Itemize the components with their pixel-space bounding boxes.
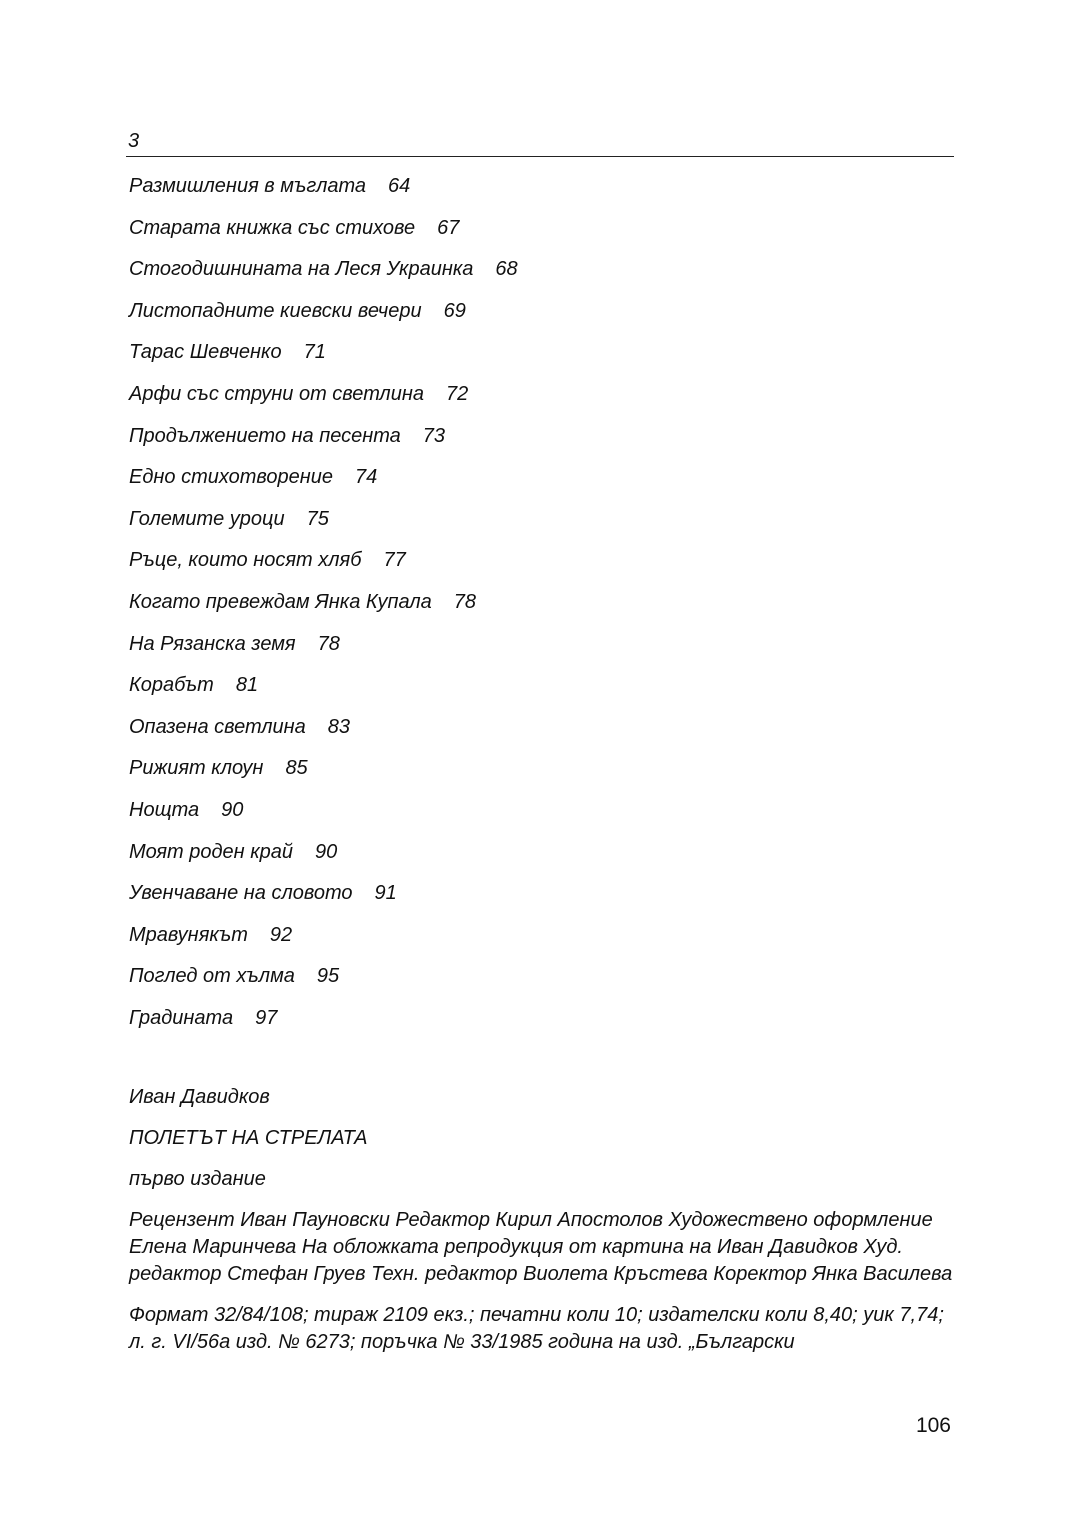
- toc-entry: [129, 921, 518, 963]
- toc-entry-page: 77: [383, 549, 406, 572]
- toc-entry: [129, 962, 518, 1004]
- toc-entry: [129, 754, 518, 796]
- toc-entry: [129, 546, 518, 588]
- toc-entry: [129, 630, 518, 672]
- section-number: 3: [128, 130, 140, 152]
- toc-entry: [129, 838, 518, 880]
- toc-entry-title: На Рязанска земя: [129, 632, 296, 655]
- toc-entry-page: 78: [453, 590, 477, 613]
- toc-entry-page: 97: [255, 1006, 278, 1029]
- page-number: 106: [915, 1414, 951, 1437]
- toc-entry-page: 81: [235, 674, 259, 697]
- header-divider: [126, 156, 954, 157]
- toc-entry-title: Едно стихотворение: [129, 466, 334, 489]
- toc-entry: [129, 172, 518, 214]
- toc-entry-page: 91: [374, 882, 397, 905]
- toc-entry-page: 83: [327, 715, 351, 738]
- toc-entry-title: Градината: [129, 1006, 234, 1029]
- book-title: ПОЛЕТЪТ НА СТРЕЛАТА: [129, 1127, 368, 1149]
- table-of-contents: [129, 172, 518, 1045]
- colophon: [129, 1084, 959, 1370]
- toc-entry-page: 64: [388, 175, 411, 197]
- edition-note: първо издание: [129, 1168, 266, 1190]
- toc-entry-title: Поглед от хълма: [129, 965, 295, 988]
- toc-entry-title: Старата книжка със стихове: [129, 216, 416, 239]
- toc-entry: [129, 588, 518, 630]
- toc-entry-page: 90: [221, 798, 244, 821]
- toc-entry-page: 69: [443, 299, 466, 322]
- toc-entry-title: Продължението на песента: [129, 424, 401, 447]
- toc-entry-page: 74: [355, 466, 378, 489]
- toc-entry-title: Когато превеждам Янка Купала: [129, 590, 432, 613]
- toc-entry-title: Листопадните киевски вечери: [129, 299, 422, 322]
- toc-entry-page: 90: [315, 840, 338, 863]
- toc-entry-title: Корабът: [129, 674, 214, 697]
- toc-entry: [129, 713, 518, 755]
- toc-entry: [129, 671, 518, 713]
- toc-entry-title: Стогодишнината на Леся Украинка: [129, 258, 474, 281]
- toc-entry: [129, 1004, 518, 1046]
- toc-entry-title: Мравунякът: [129, 923, 248, 946]
- toc-entry-page: 73: [422, 424, 446, 447]
- toc-entry-title: Нощта: [129, 798, 200, 821]
- toc-entry: [129, 380, 518, 422]
- toc-entry-page: 92: [269, 923, 293, 946]
- toc-entry-title: Тарас Шевченко: [129, 341, 282, 364]
- toc-entry-title: Рижият клоун: [129, 757, 264, 780]
- toc-entry-page: 78: [317, 632, 340, 655]
- toc-entry-page: 67: [437, 216, 460, 239]
- toc-entry-page: 71: [303, 341, 326, 364]
- toc-entry-title: Арфи със струни от светлина: [129, 382, 424, 405]
- toc-entry: [129, 505, 518, 547]
- toc-entry-page: 68: [495, 258, 518, 281]
- toc-entry-page: 75: [306, 507, 329, 530]
- imprint-details: Формат 32/84/108; тираж 2109 екз.; печатни коли 10; издателски коли 8,40; уик 7,74; л. г. VI/56а изд. № 6273; поръчка № 33/1985 година на изд. „Български: [129, 1304, 944, 1353]
- toc-entry-title: Големите уроци: [129, 507, 285, 530]
- toc-entry-page: 85: [285, 757, 308, 780]
- toc-entry: [129, 297, 518, 339]
- toc-entry: [129, 338, 518, 380]
- toc-entry-title: Размишления в мъглата: [129, 175, 367, 197]
- toc-entry-title: Увенчаване на словото: [129, 882, 353, 905]
- author-name: Иван Давидков: [129, 1086, 270, 1108]
- toc-entry-title: Моят роден край: [129, 840, 294, 863]
- toc-entry-page: 72: [445, 382, 469, 405]
- toc-entry: [129, 255, 518, 297]
- toc-entry: [129, 796, 518, 838]
- toc-entry-title: Ръце, които носят хляб: [129, 549, 362, 572]
- toc-entry-page: 95: [316, 965, 340, 988]
- toc-entry: [129, 214, 518, 256]
- toc-entry: [129, 879, 518, 921]
- toc-entry: [129, 463, 518, 505]
- credits: Рецензент Иван Пауновски Редактор Кирил Апостолов Художествено оформление Елена Маринчева На обложката репродукция от картина на Иван Давидков Худ. редактор Стефан Груев Техн. редактор Виолета Кръстева Коректор Янка Василева: [129, 1209, 953, 1285]
- toc-entry: [129, 422, 518, 464]
- toc-entry-title: Опазена светлина: [129, 715, 306, 738]
